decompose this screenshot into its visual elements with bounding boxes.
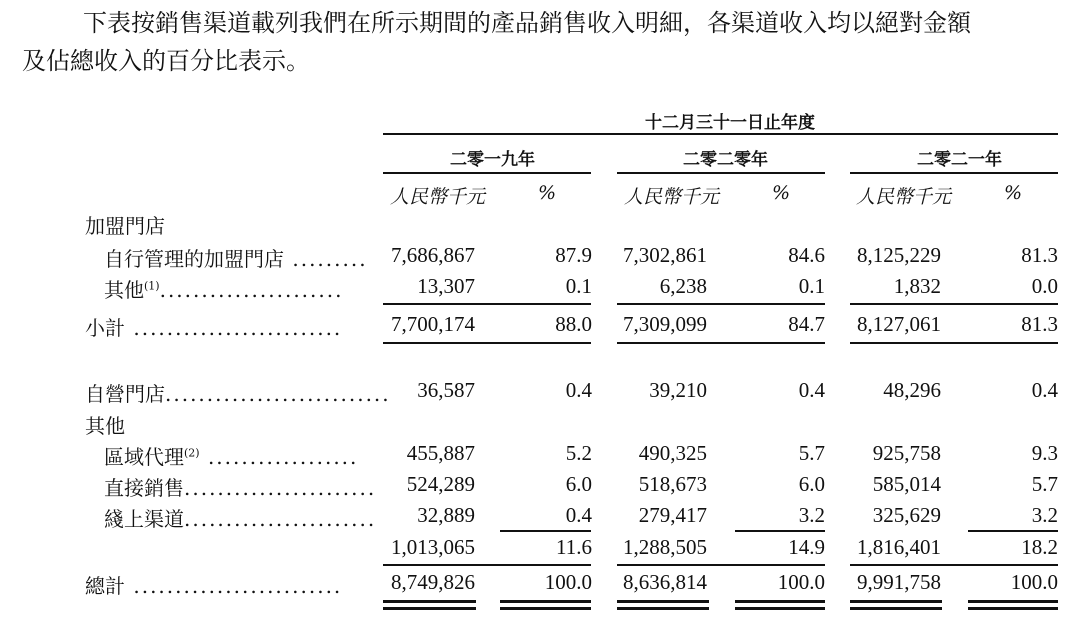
unit-label-2020: 人民幣千元 (624, 186, 720, 208)
cell-self-managed-2020-amount: 7,302,861 (623, 243, 707, 267)
cell-self-operated-2019-amount: 36,587 (417, 378, 475, 402)
cell-others-subtotal-2021-amount: 1,816,401 (857, 535, 941, 559)
cell-total-2021-amount: 9,991,758 (857, 570, 941, 594)
row-label-subtotal: 小計 ......................... (85, 316, 343, 340)
cell-others-subtotal-2021-pct: 18.2 (1021, 535, 1058, 559)
cell-self-operated-2021-pct: 0.4 (1031, 378, 1058, 402)
pct-label-2020: % (772, 182, 791, 204)
cell-self-managed-2021-pct: 81.3 (1021, 243, 1058, 267)
cell-regional-agent-2020-pct: 5.7 (798, 441, 825, 465)
cell-franchise-other-2021-pct: 0.0 (1031, 274, 1058, 298)
cell-direct-sales-2020-pct: 6.0 (798, 472, 825, 496)
cell-franchise-other-2019-pct: 0.1 (565, 274, 592, 298)
cell-online-channel-2021-pct: 3.2 (1031, 503, 1058, 527)
cell-subtotal-2020-amount: 7,309,099 (623, 312, 707, 336)
unit-label-2019: 人民幣千元 (390, 186, 486, 208)
cell-online-channel-2020-amount: 279,417 (638, 503, 707, 527)
cell-franchise-other-2020-pct: 0.1 (798, 274, 825, 298)
cell-self-managed-2021-amount: 8,125,229 (857, 243, 941, 267)
total-double-rule-2019-amount (383, 600, 476, 606)
cell-direct-sales-2020-amount: 518,673 (638, 472, 707, 496)
subtotal-bottom-rule-2021 (850, 342, 1058, 344)
total-rule-2021 (850, 564, 1058, 566)
year-header-2019: 二零一九年 (450, 150, 535, 170)
cell-regional-agent-2020-amount: 490,325 (638, 441, 707, 465)
total-double-rule-2019-pct (500, 600, 591, 606)
cell-regional-agent-2019-amount: 455,887 (406, 441, 475, 465)
cell-regional-agent-2021-amount: 925,758 (872, 441, 941, 465)
cell-franchise-other-2019-amount: 13,307 (417, 274, 475, 298)
cell-self-managed-2019-amount: 7,686,867 (391, 243, 475, 267)
cell-regional-agent-2019-pct: 5.2 (565, 441, 592, 465)
total-double-rule-2020-pct (735, 600, 825, 606)
cell-others-subtotal-2019-pct: 11.6 (556, 535, 592, 559)
intro-line-1: 下表按銷售渠道載列我們在所示期間的產品銷售收入明細，各渠道收入均以絕對金額 (83, 9, 971, 37)
cell-direct-sales-2021-pct: 5.7 (1031, 472, 1058, 496)
cell-total-2019-amount: 8,749,826 (391, 570, 475, 594)
cell-online-channel-2019-pct: 0.4 (565, 503, 592, 527)
cell-online-channel-2019-amount: 32,889 (417, 503, 475, 527)
cell-self-managed-2019-pct: 87.9 (555, 243, 592, 267)
cell-regional-agent-2021-pct: 9.3 (1031, 441, 1058, 465)
subtotal-bottom-rule-2019 (383, 342, 591, 344)
subtotal-bottom-rule-2020 (617, 342, 825, 344)
cell-total-2021-pct: 100.0 (1010, 570, 1058, 594)
row-label-franchise-other: 其他$^{(1)}$...................... (104, 278, 344, 302)
cell-self-operated-2020-amount: 39,210 (649, 378, 707, 402)
row-label-self-operated: 自營門店........................... (85, 382, 391, 406)
total-rule-2019 (383, 564, 591, 566)
cell-total-2020-amount: 8,636,814 (623, 570, 707, 594)
cell-franchise-other-2021-amount: 1,832 (893, 274, 941, 298)
cell-total-2019-pct: 100.0 (544, 570, 592, 594)
row-label-regional-agent: 區域代理$^{(2)}$ .................. (104, 445, 359, 469)
subtotal-rule-2019 (383, 303, 591, 305)
cell-online-channel-2020-pct: 3.2 (798, 503, 825, 527)
cell-direct-sales-2019-amount: 524,289 (406, 472, 475, 496)
cell-direct-sales-2019-pct: 6.0 (565, 472, 592, 496)
row-label-self-managed-franchise: 自行管理的加盟門店 ......... (104, 247, 368, 271)
cell-subtotal-2020-pct: 84.7 (788, 312, 825, 336)
row-label-others: 其他 (85, 414, 125, 438)
cell-self-operated-2021-amount: 48,296 (883, 378, 941, 402)
period-header: 十二月三十一日止年度 (645, 113, 815, 133)
others-rule-2019-pct (500, 530, 591, 532)
others-rule-2020-pct (735, 530, 825, 532)
cell-others-subtotal-2020-amount: 1,288,505 (623, 535, 707, 559)
cell-subtotal-2021-pct: 81.3 (1021, 312, 1058, 336)
intro-paragraph (22, 4, 1067, 80)
cell-franchise-other-2020-amount: 6,238 (659, 274, 707, 298)
cell-subtotal-2021-amount: 8,127,061 (857, 312, 941, 336)
cell-total-2020-pct: 100.0 (777, 570, 825, 594)
year-rule-2020 (617, 172, 825, 174)
total-double-rule-2021-amount (850, 600, 942, 606)
subtotal-rule-2021 (850, 303, 1058, 305)
row-label-online-channel: 綫上渠道....................... (104, 507, 377, 531)
cell-self-operated-2020-pct: 0.4 (798, 378, 825, 402)
intro-line-2: 及佔總收入的百分比表示。 (22, 47, 310, 75)
others-rule-2021-pct (968, 530, 1058, 532)
cell-online-channel-2021-amount: 325,629 (872, 503, 941, 527)
pct-label-2019: % (538, 182, 557, 204)
cell-others-subtotal-2019-amount: 1,013,065 (391, 535, 475, 559)
subtotal-rule-2020 (617, 303, 825, 305)
row-label-franchise: 加盟門店 (85, 214, 165, 238)
total-double-rule-2021-pct (968, 600, 1058, 606)
pct-label-2021: % (1004, 182, 1023, 204)
year-header-2020: 二零二零年 (683, 150, 768, 170)
year-header-2021: 二零二一年 (917, 150, 1002, 170)
year-rule-2021 (850, 172, 1058, 174)
unit-label-2021: 人民幣千元 (856, 186, 952, 208)
row-label-total: 總計 ......................... (85, 574, 343, 598)
total-rule-2020 (617, 564, 825, 566)
cell-others-subtotal-2020-pct: 14.9 (788, 535, 825, 559)
cell-subtotal-2019-amount: 7,700,174 (391, 312, 475, 336)
total-double-rule-2020-amount (617, 600, 709, 606)
period-header-rule (383, 133, 1058, 135)
cell-self-managed-2020-pct: 84.6 (788, 243, 825, 267)
cell-self-operated-2019-pct: 0.4 (565, 378, 592, 402)
row-label-direct-sales: 直接銷售....................... (104, 476, 377, 500)
year-rule-2019 (383, 172, 591, 174)
cell-subtotal-2019-pct: 88.0 (555, 312, 592, 336)
cell-direct-sales-2021-amount: 585,014 (872, 472, 941, 496)
